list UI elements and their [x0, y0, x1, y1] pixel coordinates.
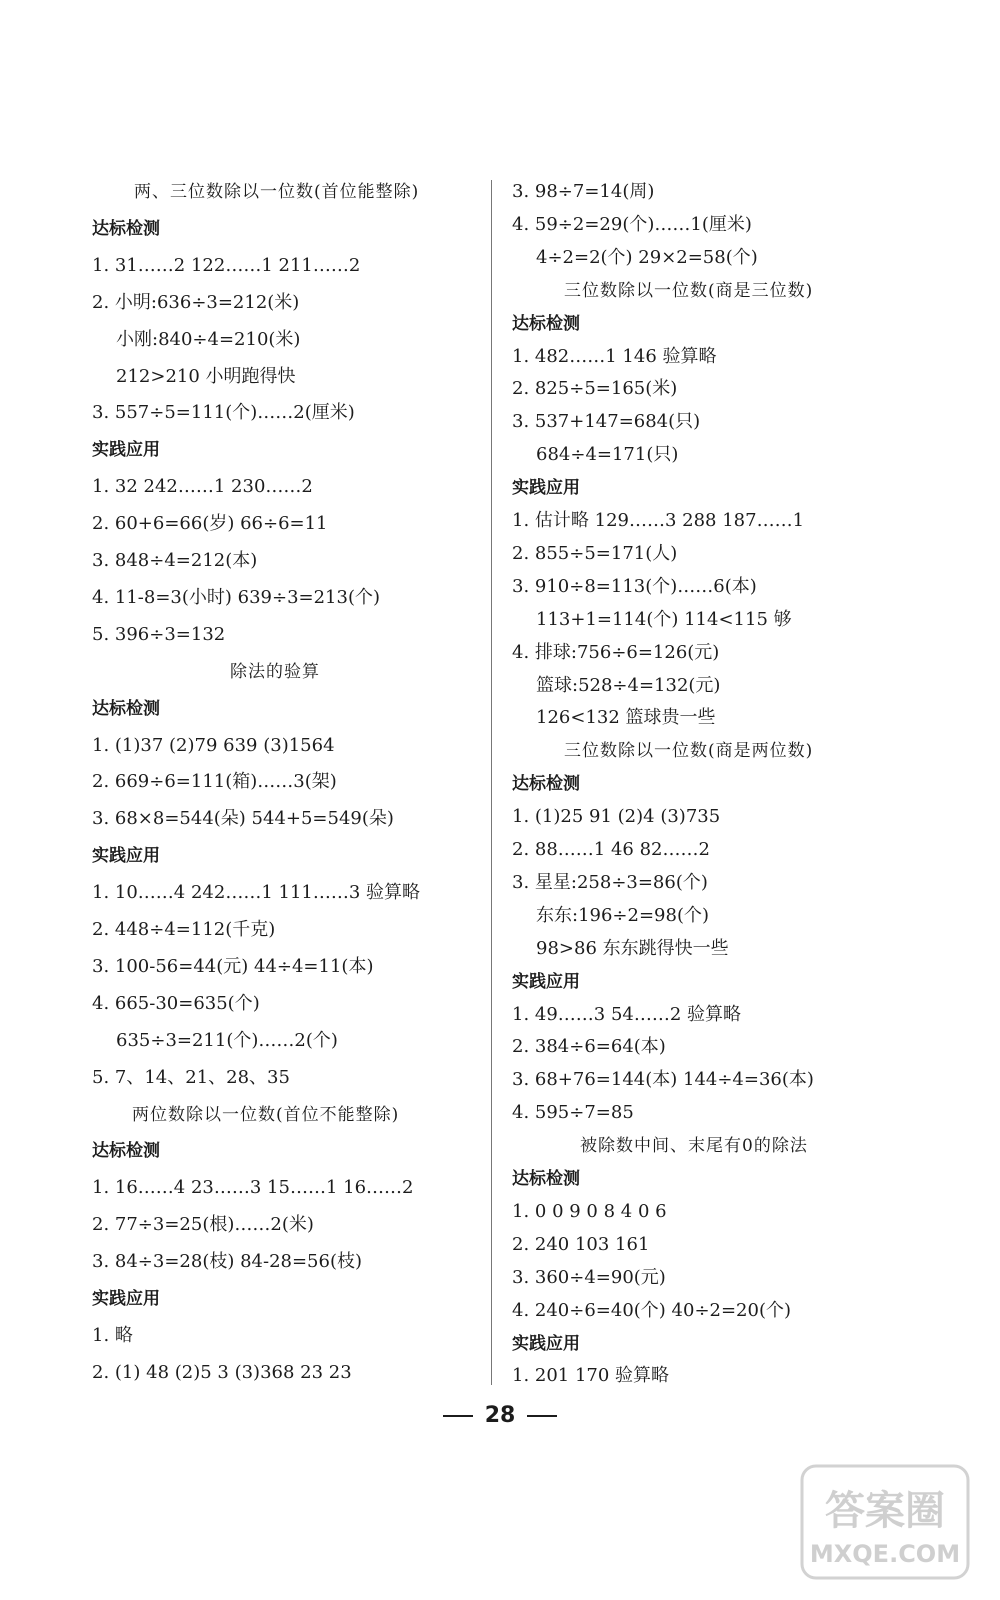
answer-line: 1. 482……1 146 验算略 — [512, 345, 717, 367]
answer-line: 3. 537+147=684(只) — [512, 411, 701, 433]
answer-line: 2. 77÷3=25(根)……2(米) — [92, 1214, 314, 1236]
answer-line: 4÷2=2(个) 29×2=58(个) — [536, 246, 758, 268]
answer-line: 2. 448÷4=112(千克) — [92, 919, 276, 940]
answer-line: 2. (1) 48 (2)5 3 (3)368 23 23 — [92, 1361, 352, 1383]
answer-line: 5. 7、14、21、28、35 — [92, 1066, 290, 1088]
answer-line: 3. 84÷3=28(枝) 84-28=56(枝) — [92, 1251, 363, 1273]
answer-line: 3. 98÷7=14(周) — [512, 181, 655, 202]
topic-title: 除法的验算 — [230, 661, 320, 682]
page-number-dash-left — [443, 1415, 473, 1417]
answer-line: 98>86 东东跳得快一些 — [536, 937, 729, 959]
page-number-text: 28 — [484, 1403, 516, 1428]
section-heading: 实践应用 — [92, 440, 160, 461]
topic-title: 两位数除以一位数(首位不能整除) — [132, 1104, 400, 1125]
section-heading: 实践应用 — [512, 971, 580, 992]
answer-line: 2. 60+6=66(岁) 66÷6=11 — [92, 513, 328, 535]
answer-line: 1. 32 242……1 230……2 — [92, 476, 313, 498]
section-heading: 达标检测 — [512, 1169, 580, 1189]
watermark-logo — [800, 1462, 970, 1582]
section-heading: 达标检测 — [92, 698, 160, 719]
answer-line: 635÷3=211(个)……2(个) — [116, 1029, 338, 1051]
answer-line: 4. 240÷6=40(个) 40÷2=20(个) — [512, 1299, 792, 1321]
page-number-dash-right — [527, 1415, 557, 1417]
answer-line: 4. 59÷2=29(个)……1(厘米) — [512, 213, 752, 235]
answer-line: 113+1=114(个) 114<115 够 — [536, 608, 792, 630]
answer-line: 2. 855÷5=171(人) — [512, 542, 678, 564]
answer-line: 1. 31……2 122……1 211……2 — [92, 254, 361, 276]
answer-line: 小刚:840÷4=210(米) — [116, 328, 301, 350]
answer-line: 1. 0 0 9 0 8 4 0 6 — [512, 1200, 667, 1222]
answer-line: 126<132 篮球贵一些 — [536, 707, 716, 729]
answer-line: 4. 11-8=3(小时) 639÷3=213(个) — [92, 586, 381, 608]
topic-title: 三位数除以一位数(商是三位数) — [564, 280, 814, 301]
answer-line: 1. 201 170 验算略 — [512, 1365, 670, 1387]
section-heading: 达标检测 — [92, 1141, 160, 1162]
answer-line: 1. 10……4 242……1 111……3 验算略 — [92, 882, 421, 904]
answer-line: 1. (1)37 (2)79 639 (3)1564 — [92, 734, 335, 756]
answer-line: 3. 360÷4=90(元) — [512, 1266, 666, 1288]
section-heading: 实践应用 — [512, 1333, 580, 1354]
answer-line: 4. 595÷7=85 — [512, 1102, 634, 1124]
topic-title: 两、三位数除以一位数(首位能整除) — [134, 182, 420, 202]
answer-line: 3. 68×8=544(朵) 544+5=549(朵) — [92, 808, 394, 830]
answer-line: 3. 557÷5=111(个)……2(厘米) — [92, 402, 355, 424]
section-heading: 实践应用 — [512, 478, 580, 499]
answer-line: 5. 396÷3=132 — [92, 623, 226, 645]
watermark-url: MXQE.COM — [809, 1540, 961, 1568]
answer-line: 2. 小明:636÷3=212(米) — [92, 291, 300, 313]
section-heading: 实践应用 — [92, 1289, 160, 1309]
answer-line: 1. 估计略 129……3 288 187……1 — [512, 510, 805, 531]
answer-line: 1. 16……4 23……3 15……1 16……2 — [92, 1177, 414, 1199]
answer-line: 3. 68+76=144(本) 144÷4=36(本) — [512, 1069, 814, 1091]
answer-line: 1. (1)25 91 (2)4 (3)735 — [512, 806, 721, 828]
section-heading: 实践应用 — [92, 846, 160, 867]
answer-line: 684÷4=171(只) — [536, 444, 679, 466]
section-heading: 达标检测 — [92, 218, 160, 239]
answer-line: 3. 星星:258÷3=86(个) — [512, 871, 708, 893]
section-heading: 达标检测 — [512, 313, 580, 334]
answer-line: 4. 665-30=635(个) — [92, 992, 260, 1014]
answer-line: 1. 略 — [92, 1324, 133, 1346]
answer-line: 2. 88……1 46 82……2 — [512, 839, 710, 860]
answer-line: 212>210 小明跑得快 — [116, 365, 296, 387]
answer-line: 2. 669÷6=111(箱)……3(架) — [92, 771, 337, 793]
watermark-title: 答案圈 — [825, 1488, 945, 1534]
topic-title: 被除数中间、末尾有0的除法 — [580, 1136, 808, 1157]
answer-line: 2. 384÷6=64(本) — [512, 1036, 666, 1058]
answer-line: 东东:196÷2=98(个) — [536, 904, 709, 926]
page-number — [0, 1403, 1000, 1428]
answer-line: 2. 240 103 161 — [512, 1233, 650, 1255]
answer-line: 篮球:528÷4=132(元) — [536, 674, 721, 696]
answer-line: 3. 100-56=44(元) 44÷4=11(本) — [92, 955, 374, 977]
answer-line: 3. 910÷8=113(个)……6(本) — [512, 575, 757, 597]
answer-line: 4. 排球:756÷6=126(元) — [512, 641, 720, 663]
answer-line: 2. 825÷5=165(米) — [512, 378, 678, 400]
answer-line: 3. 848÷4=212(本) — [92, 550, 258, 571]
column-divider — [491, 180, 492, 1385]
topic-title: 三位数除以一位数(商是两位数) — [564, 741, 814, 762]
answer-line: 1. 49……3 54……2 验算略 — [512, 1003, 742, 1025]
section-heading: 达标检测 — [512, 774, 580, 795]
